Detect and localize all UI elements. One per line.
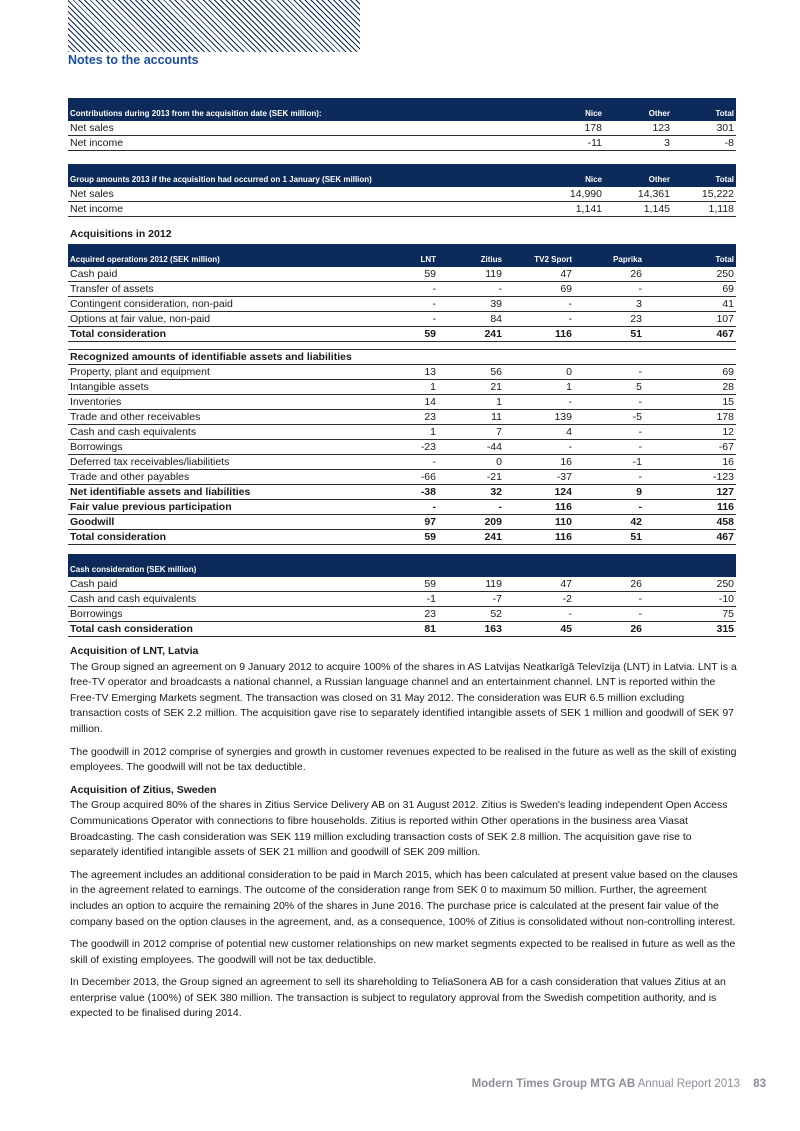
cell: -5 [574, 410, 644, 425]
cell: 26 [574, 267, 644, 282]
row-label: Cash paid [68, 267, 368, 282]
cell: - [504, 312, 574, 327]
table-row [68, 380, 736, 395]
cell: 75 [644, 607, 736, 622]
table-row [68, 592, 736, 607]
cell: 5 [574, 380, 644, 395]
cell: - [574, 470, 644, 485]
cell: 116 [504, 530, 574, 545]
cell: 1 [368, 425, 438, 440]
cell: 56 [438, 365, 504, 380]
table-row [68, 577, 736, 592]
cell: 69 [504, 282, 574, 297]
column-header: Paprika [574, 244, 644, 267]
cell: 21 [438, 380, 504, 395]
cell: - [504, 395, 574, 410]
lnt-heading: Acquisition of LNT, Latvia [70, 645, 199, 657]
cell: 127 [644, 485, 736, 500]
cell: - [504, 297, 574, 312]
cell: 301 [672, 121, 736, 136]
column-header: Zitius [438, 244, 504, 267]
cell: - [574, 607, 644, 622]
zitius-heading: Acquisition of Zitius, Sweden [70, 783, 217, 796]
cell: -23 [368, 440, 438, 455]
cell: 59 [368, 577, 438, 592]
paragraph: The agreement includes an additional consideration to be paid in March 2015, which has been calculated at present value based on the clauses in the agreement related to earnings. The outcome of the consideration range from SEK 0 to maximum 50 million. Further, the agreement includes an option to acquire the remaining 20% of the shares in June 2016. The purchase price is calculated at the present fair value of the company based on the option clauses in the agreement, and, as a consequence, 100% of Zitius is consolidated without non-controlling interest. [70, 868, 738, 928]
header-hatch-pattern [68, 0, 360, 52]
column-header: Other [604, 98, 672, 121]
cell: -7 [438, 592, 504, 607]
row-label: Borrowings [68, 440, 368, 455]
row-label: Cash paid [68, 577, 368, 592]
row-label: Net sales [68, 121, 536, 136]
table-row [68, 395, 736, 410]
paragraph: The goodwill in 2012 comprise of synergies and growth in customer revenues expected to be realised in the future as well as the skill of existing employees. The goodwill will not be tax deductible. [70, 745, 737, 774]
cell: - [438, 500, 504, 515]
cell: 1,145 [604, 202, 672, 217]
cell: 9 [574, 485, 644, 500]
cell: 26 [574, 577, 644, 592]
group-amounts-table [68, 164, 736, 217]
cell: 15 [644, 395, 736, 410]
row-label: Trade and other payables [68, 470, 368, 485]
cell: 315 [644, 622, 736, 637]
cell: 81 [368, 622, 438, 637]
cell: 45 [504, 622, 574, 637]
row-label: Inventories [68, 395, 368, 410]
cell: -37 [504, 470, 574, 485]
cell: - [574, 365, 644, 380]
row-label: Goodwill [68, 515, 368, 530]
cell: 16 [644, 455, 736, 470]
row-label: Trade and other receivables [68, 410, 368, 425]
cell: 16 [504, 455, 574, 470]
cell: - [504, 440, 574, 455]
cell: 139 [504, 410, 574, 425]
column-header: Nice [536, 164, 604, 187]
table-row [68, 455, 736, 470]
row-label: Total consideration [68, 327, 368, 342]
cell: 84 [438, 312, 504, 327]
cell: 3 [574, 297, 644, 312]
table-row [68, 485, 736, 500]
cell: -66 [368, 470, 438, 485]
recognized-heading: Recognized amounts of identifiable assets and liabilities [68, 350, 736, 365]
cell: - [504, 607, 574, 622]
notes-text [70, 644, 738, 1029]
cell: 52 [438, 607, 504, 622]
cell: 250 [644, 267, 736, 282]
table-row [68, 470, 736, 485]
cell: - [368, 500, 438, 515]
cell: -10 [644, 592, 736, 607]
cell: 59 [368, 530, 438, 545]
cell: 14,990 [536, 187, 604, 202]
cell: 0 [504, 365, 574, 380]
cell: 23 [368, 607, 438, 622]
cell: -67 [644, 440, 736, 455]
cell: - [574, 592, 644, 607]
row-label: Options at fair value, non-paid [68, 312, 368, 327]
cell: 467 [644, 327, 736, 342]
cell: 458 [644, 515, 736, 530]
cell: 69 [644, 282, 736, 297]
row-label: Net sales [68, 187, 536, 202]
column-header: TV2 Sport [504, 244, 574, 267]
row-label: Cash and cash equivalents [68, 592, 368, 607]
cell: -2 [504, 592, 574, 607]
section-title: Notes to the accounts [68, 53, 199, 67]
cell: 178 [644, 410, 736, 425]
cell: 42 [574, 515, 644, 530]
table-row [68, 187, 736, 202]
table-title: Contributions during 2013 from the acquisition date (SEK million): [68, 98, 536, 121]
cash-consideration-table [68, 554, 736, 637]
cell: 69 [644, 365, 736, 380]
cell: -38 [368, 485, 438, 500]
cell: 12 [644, 425, 736, 440]
row-label: Property, plant and equipment [68, 365, 368, 380]
paragraph: The goodwill in 2012 comprise of potential new customer relationships on new market segments expected to be realised in future as well as the skill of existing employees. The goodwill will not be tax deductible. [70, 938, 736, 966]
cell: - [368, 282, 438, 297]
cell: -8 [672, 136, 736, 151]
cell: 1 [368, 380, 438, 395]
table-row [68, 202, 736, 217]
cell: 241 [438, 530, 504, 545]
cell: 13 [368, 365, 438, 380]
cell: -123 [644, 470, 736, 485]
cell: 23 [368, 410, 438, 425]
cell: 97 [368, 515, 438, 530]
cell: 41 [644, 297, 736, 312]
cell: - [574, 440, 644, 455]
cell: 11 [438, 410, 504, 425]
cell: 119 [438, 577, 504, 592]
cell: 47 [504, 577, 574, 592]
row-label: Total consideration [68, 530, 368, 545]
table-title: Group amounts 2013 if the acquisition had occurred on 1 January (SEK million) [68, 164, 536, 187]
row-label: Net income [68, 202, 536, 217]
cell: - [574, 500, 644, 515]
table-row [68, 530, 736, 545]
cell: -21 [438, 470, 504, 485]
cell: -1 [574, 455, 644, 470]
cell: - [574, 425, 644, 440]
column-header: Other [604, 164, 672, 187]
cell: 467 [644, 530, 736, 545]
cell: 26 [574, 622, 644, 637]
row-label: Borrowings [68, 607, 368, 622]
page-footer [472, 1078, 766, 1090]
row-label: Net income [68, 136, 536, 151]
cell: 116 [504, 500, 574, 515]
cell: - [368, 312, 438, 327]
table-row [68, 136, 736, 151]
cell: -1 [368, 592, 438, 607]
column-header: Total [644, 244, 736, 267]
cell: - [368, 297, 438, 312]
row-label: Intangible assets [68, 380, 368, 395]
row-label: Net identifiable assets and liabilities [68, 485, 368, 500]
cell: 28 [644, 380, 736, 395]
table-row [68, 282, 736, 297]
table-row [68, 425, 736, 440]
row-label: Deferred tax receivables/liabilitiets [68, 455, 368, 470]
cell: 163 [438, 622, 504, 637]
cell: 0 [438, 455, 504, 470]
row-label: Total cash consideration [68, 622, 368, 637]
cell: 15,222 [672, 187, 736, 202]
cell: 107 [644, 312, 736, 327]
cell: 241 [438, 327, 504, 342]
table-row-total [68, 622, 736, 637]
column-header: LNT [368, 244, 438, 267]
cell: 110 [504, 515, 574, 530]
cell: 23 [574, 312, 644, 327]
paragraph: The Group signed an agreement on 9 January 2012 to acquire 100% of the shares in AS Latvijas Neatkarīgā Televīzija (LNT) in Latvia. LNT is a free-TV operator and broadcasts a national channel, a Russian language channel and an entertainment channel. LNT is reported within the Free-TV Emerging Markets segment. The transaction was closed on 31 May 2012. The consideration was EUR 6.5 million excluding transaction costs of SEK 2.2 million. The acquisition gave rise to separately identified intangible assets of SEK 1 million and goodwill of SEK 97 million. [70, 660, 737, 735]
cell: 7 [438, 425, 504, 440]
cell: - [574, 282, 644, 297]
cell: 32 [438, 485, 504, 500]
spacer [68, 342, 736, 350]
paragraph: In December 2013, the Group signed an agreement to sell its shareholding to TeliaSonera AB for a cash consideration that values Zitius at an enterprise value (100%) of SEK 380 million. The transaction is subject to regulatory approval from the Swedish competition authority, and is expected to be finalised during 2014. [70, 976, 726, 1020]
cell: 51 [574, 327, 644, 342]
cell: - [438, 282, 504, 297]
column-header: Nice [536, 98, 604, 121]
column-header: Total [672, 98, 736, 121]
page-number: 83 [753, 1078, 766, 1090]
table-row [68, 440, 736, 455]
contributions-table [68, 98, 736, 151]
cell: 250 [644, 577, 736, 592]
table-row-total [68, 327, 736, 342]
table-row [68, 267, 736, 282]
cell: 178 [536, 121, 604, 136]
table-row [68, 607, 736, 622]
cell: 119 [438, 267, 504, 282]
acquisitions-2012-heading: Acquisitions in 2012 [70, 228, 172, 240]
table-row [68, 410, 736, 425]
cell: -11 [536, 136, 604, 151]
cell: - [368, 455, 438, 470]
row-label: Transfer of assets [68, 282, 368, 297]
cell: 116 [504, 327, 574, 342]
footer-report: Annual Report 2013 [637, 1078, 740, 1090]
table-row [68, 365, 736, 380]
cell: 59 [368, 267, 438, 282]
row-label: Contingent consideration, non-paid [68, 297, 368, 312]
column-header: Total [672, 164, 736, 187]
table-row [68, 297, 736, 312]
cell: 59 [368, 327, 438, 342]
cell: 124 [504, 485, 574, 500]
row-label: Cash and cash equivalents [68, 425, 368, 440]
cell: 14,361 [604, 187, 672, 202]
cell: 1 [504, 380, 574, 395]
table-row [68, 500, 736, 515]
table-row [68, 515, 736, 530]
cell: 47 [504, 267, 574, 282]
cell: 14 [368, 395, 438, 410]
cell: 39 [438, 297, 504, 312]
cell: 1,118 [672, 202, 736, 217]
cell: 51 [574, 530, 644, 545]
cell: 116 [644, 500, 736, 515]
row-label: Fair value previous participation [68, 500, 368, 515]
table-row [68, 121, 736, 136]
cell: -44 [438, 440, 504, 455]
table-row [68, 312, 736, 327]
paragraph: The Group acquired 80% of the shares in Zitius Service Delivery AB on 31 August 2012. Zitius is Sweden's leading independent Open Access Communications Operator with connections to fibre households. Zitius is reported within Other operations in the business area Viasat Broadcasting. The cash consideration was SEK 119 million excluding transaction costs of SEK 2.8 million. The acquisition gave rise to separately identified intangible assets of SEK 21 million and goodwill of SEK 209 million. [70, 799, 728, 859]
cell: 1 [438, 395, 504, 410]
cell: 209 [438, 515, 504, 530]
table-title: Acquired operations 2012 (SEK million) [68, 244, 368, 267]
cell: 3 [604, 136, 672, 151]
cell: 4 [504, 425, 574, 440]
footer-company: Modern Times Group MTG AB [471, 1078, 636, 1090]
cell: - [574, 395, 644, 410]
acquired-operations-table [68, 244, 736, 545]
cell: 123 [604, 121, 672, 136]
cell: 1,141 [536, 202, 604, 217]
table-title: Cash consideration (SEK million) [68, 554, 736, 577]
